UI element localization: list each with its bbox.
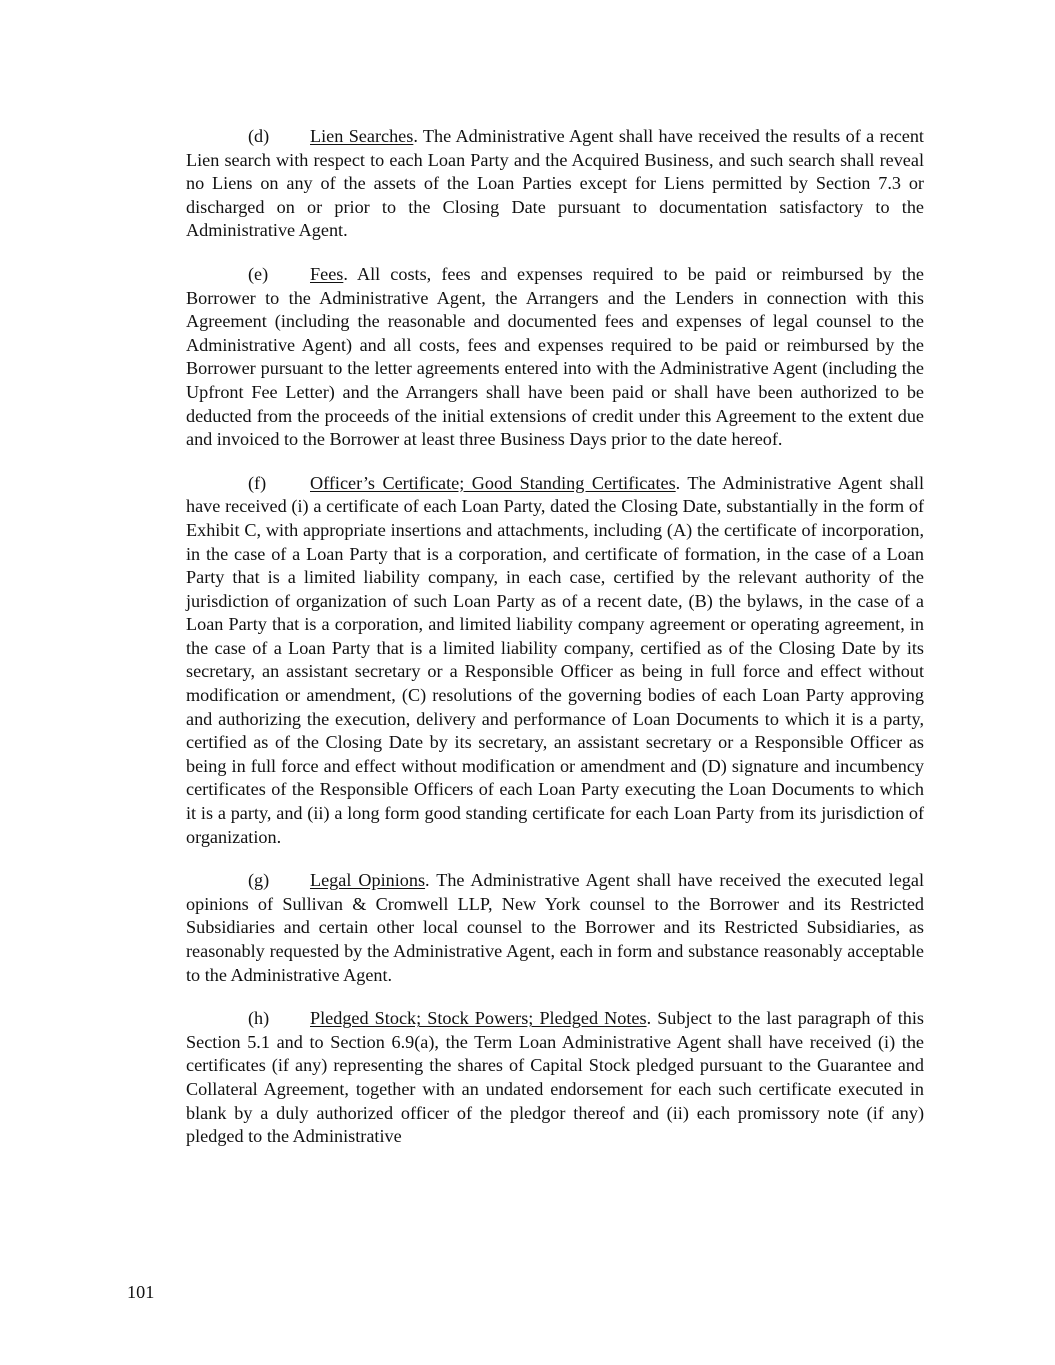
paragraph-d [186,125,924,243]
document-body [186,125,924,1169]
paragraph-label: (h) [248,1008,270,1029]
paragraph-h [186,1007,924,1149]
paragraph-text: . The Administrative Agent shall have received (i) a certificate of each Loan Party, dated the Closing Date, substantially in the form of Exhibit C, with appropriate insertions and attachments, including (A) the certificate of incorporation, in the case of a Loan Party that is a corporation, and certificate of formation, in the case of a Loan Party that is a limited liability company, in each case, certified by the relevant authority of the jurisdiction of organization of such Loan Party as of a recent date, (B) the bylaws, in the case of a Loan Party that is a corporation, and limited liability company agreement or operating agreement, in the case of a Loan Party that is a limited liability company, certified as of the Closing Date by its secretary, an assistant secretary or a Responsible Officer as being in full force and effect without modification or amendment, (C) resolutions of the governing bodies of each Loan Party approving and authorizing the execution, delivery and performance of Loan Documents to which it is a party, certified as of the Closing Date by its secretary, an assistant secretary or a Responsible Officer as being in full force and effect without modification or amendment and (D) signature and incumbency certificates of the Responsible Officers of each Loan Party executing the Loan Documents to which it is a party, and (ii) a long form good standing certificate for each Loan Party from its jurisdiction of organization. [186,472,925,847]
paragraph-heading: Fees [310,263,344,284]
paragraph-text: . The Administrative Agent shall have received the executed legal opinions of Sullivan & Cromwell LLP, New York counsel to the Borrower and its Restricted Subsidiaries and certain other local counsel to the Borrower and its Restricted Subsidiaries, as reasonably requested by the Administrative Agent, each in form and substance reasonably acceptable to the Administrative Agent. [186,870,924,985]
paragraph-text: . All costs, fees and expenses required to be paid or reimbursed by the Borrower to the Administrative Agent, the Arrangers and the Lenders in connection with this Agreement (including the reasonable and documented fees and expenses of legal counsel to the Administrative Agent) and all costs, fees and expenses required to be paid or reimbursed by the Borrower pursuant to the letter agreements entered into with the Administrative Agent (including the Upfront Fee Letter) and the Arrangers shall have been paid or shall have been authorized to be deducted from the proceeds of the initial extensions of credit under this Agreement to the extent due and invoiced to the Borrower at least three Business Days prior to the date hereof. [186,263,924,450]
paragraph-text: . The Administrative Agent shall have received the results of a recent Lien search with respect to each Loan Party and the Acquired Business, and such search shall reveal no Liens on any of the assets of the Loan Parties except for Liens permitted by Section 7.3 or discharged on or prior to the Closing Date pursuant to documentation satisfactory to the Administrative Agent. [186,126,924,241]
paragraph-g [186,869,924,987]
paragraph-label: (d) [248,126,270,146]
paragraph-label: (g) [248,870,270,891]
paragraph-heading: Officer’s Certificate; Good Standing Certificates [310,472,676,493]
paragraph-e [186,263,924,452]
paragraph-heading: Legal Opinions [310,870,426,891]
page-number: 101 [127,1282,155,1302]
paragraph-label: (f) [248,472,267,493]
paragraph-label: (e) [248,263,269,284]
paragraph-heading: Pledged Stock; Stock Powers; Pledged Notes [310,1008,647,1029]
paragraph-f [186,472,924,850]
paragraph-text: . Subject to the last paragraph of this Section 5.1 and to Section 6.9(a), the Term Loan Administrative Agent shall have received (i) the certificates (if any) representing the shares of Capital Stock pledged pursuant to the Guarantee and Collateral Agreement, together with an undated endorsement for each such certificate executed in blank by a duly authorized officer of the pledgor thereof and (ii) each promissory note (if any) pledged to the Administrative [186,1008,925,1147]
paragraph-heading: Lien Searches [310,126,414,146]
